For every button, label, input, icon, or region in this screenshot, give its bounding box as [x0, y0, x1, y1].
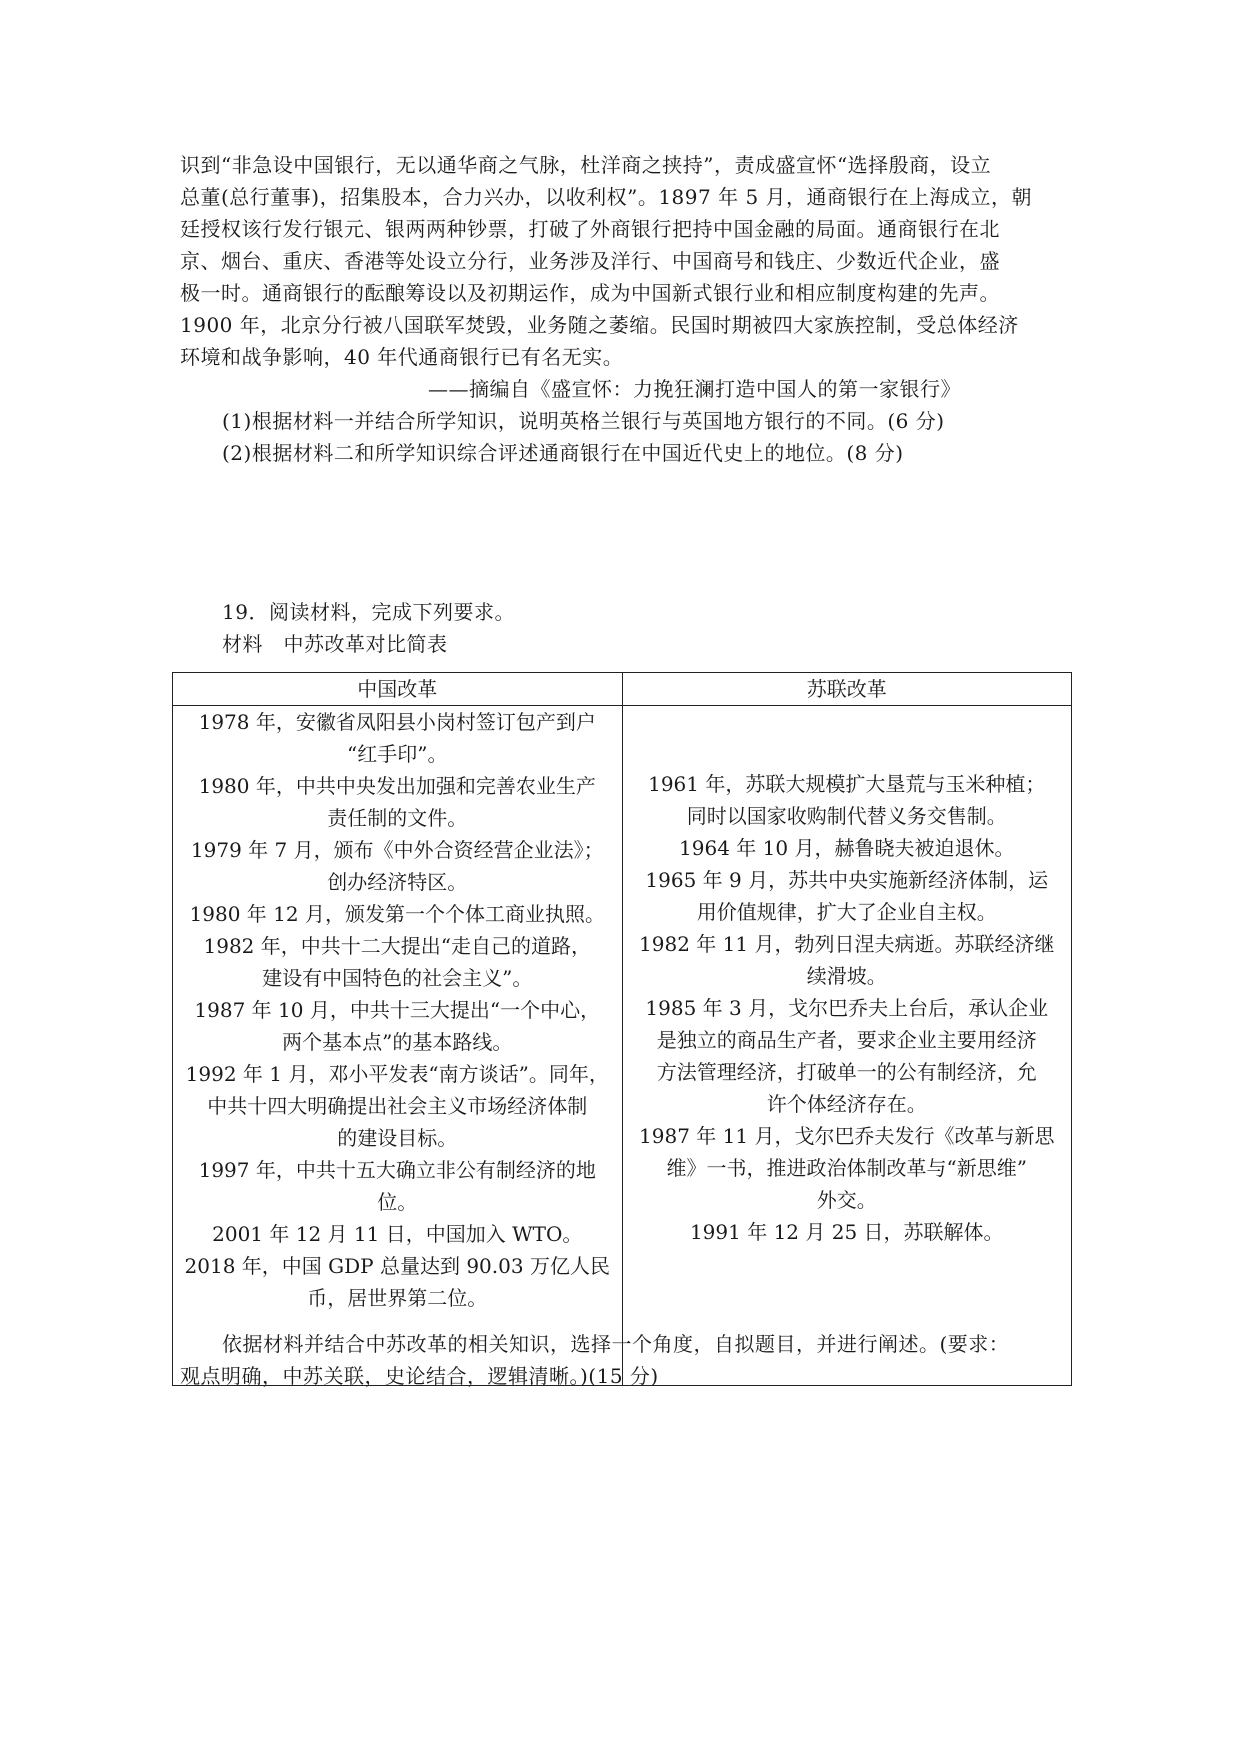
table-cell-line: 1980 年，中共中央发出加强和完善农业生产: [198, 774, 596, 798]
table-cell-line: 1997 年，中共十五大确立非公有制经济的地: [198, 1158, 596, 1182]
table-cell-line: 许个体经济存在。: [766, 1092, 927, 1116]
question-part-2: (2)根据材料二和所学知识综合评述通商银行在中国近代史上的地位。(8 分): [222, 441, 904, 465]
table-cell-line: 2001 年 12 月 11 日，中国加入 WTO。: [212, 1222, 583, 1246]
table-cell-line: 1961 年，苏联大规模扩大垦荒与玉米种植；: [648, 772, 1046, 796]
table-cell-line: 1987 年 10 月，中共十三大提出“一个中心，: [194, 998, 601, 1022]
table-cell-line: 续滑坡。: [806, 964, 887, 988]
table-cell-line: 同时以国家收购制代替义务交售制。: [686, 804, 1007, 828]
table-cell-line: 1991 年 12 月 25 日，苏联解体。: [689, 1220, 1004, 1244]
material-line: 京、烟台、重庆、香港等处设立分行，业务涉及洋行、中国商号和钱庄、少数近代企业，盛: [180, 249, 1000, 273]
material-line: 识到“非急设中国银行，无以通华商之气脉，杜洋商之挟持”，责成盛宣怀“选择殷商，设立: [180, 153, 992, 177]
table-cell-line: “红手印”。: [347, 742, 448, 766]
material-line: 廷授权该行发行银元、银两两种钞票，打破了外商银行把持中国金融的局面。通商银行在北: [180, 217, 1000, 241]
table-cell-line: 2018 年，中国 GDP 总量达到 90.03 万亿人民: [184, 1254, 610, 1278]
table-cell-line: 1987 年 11 月，戈尔巴乔夫发行《改革与新思: [639, 1124, 1055, 1148]
material-title: 材料 中苏改革对比简表: [222, 632, 448, 656]
table-cell-line: 1980 年 12 月，颁发第一个个体工商业执照。: [189, 902, 605, 926]
instruction-line: 观点明确，中苏关联，史论结合，逻辑清晰。)(15 分): [180, 1364, 659, 1388]
table-cell-line: 1978 年，安徽省凤阳县小岗村签订包产到户: [198, 710, 596, 734]
table-cell-line: 1964 年 10 月，赫鲁晓夫被迫退休。: [679, 836, 1015, 860]
table-cell-line: 中共十四大明确提出社会主义市场经济体制: [207, 1094, 588, 1118]
table-cell-line: 1985 年 3 月，戈尔巴乔夫上台后，承认企业: [645, 996, 1049, 1020]
material-line: 1900 年，北京分行被八国联军焚毁，业务随之萎缩。民国时期被四大家族控制，受总体经济: [180, 313, 1019, 337]
material-line: 总董(总行董事)，招集股本，合力兴办，以收利权”。1897 年 5 月，通商银行在上海成立，朝: [180, 185, 1033, 209]
table-cell-line: 1992 年 1 月，邓小平发表“南方谈话”。同年，: [185, 1062, 609, 1086]
table-cell-line: 1982 年 11 月，勃列日涅夫病逝。苏联经济继: [639, 932, 1055, 956]
table-cell-line: 方法管理经济，打破单一的公有制经济，允: [656, 1060, 1037, 1084]
table-cell-line: 币，居世界第二位。: [307, 1286, 488, 1310]
table-cell-line: 维》一书，推进政治体制改革与“新思维”: [666, 1156, 1027, 1180]
table-cell-line: 1979 年 7 月，颁布《中外合资经营企业法》；: [190, 838, 604, 862]
question-19-heading: 19．阅读材料，完成下列要求。: [222, 600, 515, 624]
table-cell-line: 是独立的商品生产者，要求企业主要用经济: [656, 1028, 1037, 1052]
table-header-row: [173, 673, 1072, 706]
instruction-line: 依据材料并结合中苏改革的相关知识，选择一个角度，自拟题目，并进行阐述。(要求：: [222, 1332, 1010, 1356]
table-cell-line: 外交。: [816, 1188, 877, 1212]
material-line: 极一时。通商银行的酝酿筹设以及初期运作，成为中国新式银行业和相应制度构建的先声。: [180, 281, 1000, 305]
material-source: ——摘编自《盛宣怀：力挽狂澜打造中国人的第一家银行》: [428, 377, 961, 401]
header-soviet-reform: 苏联改革: [622, 673, 1072, 706]
table-cell-line: 1982 年，中共十二大提出“走自己的道路，: [203, 934, 591, 958]
table-cell-line: 创办经济特区。: [327, 870, 468, 894]
table-cell-line: 1965 年 9 月，苏共中央实施新经济体制，运: [645, 868, 1049, 892]
question-part-1: (1)根据材料一并结合所学知识，说明英格兰银行与英国地方银行的不同。(6 分): [222, 409, 945, 433]
material-line: 环境和战争影响，40 年代通商银行已有名无实。: [180, 345, 624, 369]
table-cell-line: 位。: [377, 1190, 418, 1214]
table-cell-line: 的建设目标。: [337, 1126, 458, 1150]
soviet-reform-cell: [622, 706, 1072, 1386]
table-cell-line: 两个基本点”的基本路线。: [282, 1030, 513, 1054]
comparison-table: [172, 672, 1072, 1386]
table-cell-line: 用价值规律，扩大了企业自主权。: [696, 900, 997, 924]
table-cell-line: 责任制的文件。: [327, 806, 468, 830]
table-cell-line: 建设有中国特色的社会主义”。: [262, 966, 533, 990]
china-reform-cell: [173, 706, 623, 1386]
table-row: [173, 706, 1072, 1386]
header-china-reform: 中国改革: [173, 673, 623, 706]
